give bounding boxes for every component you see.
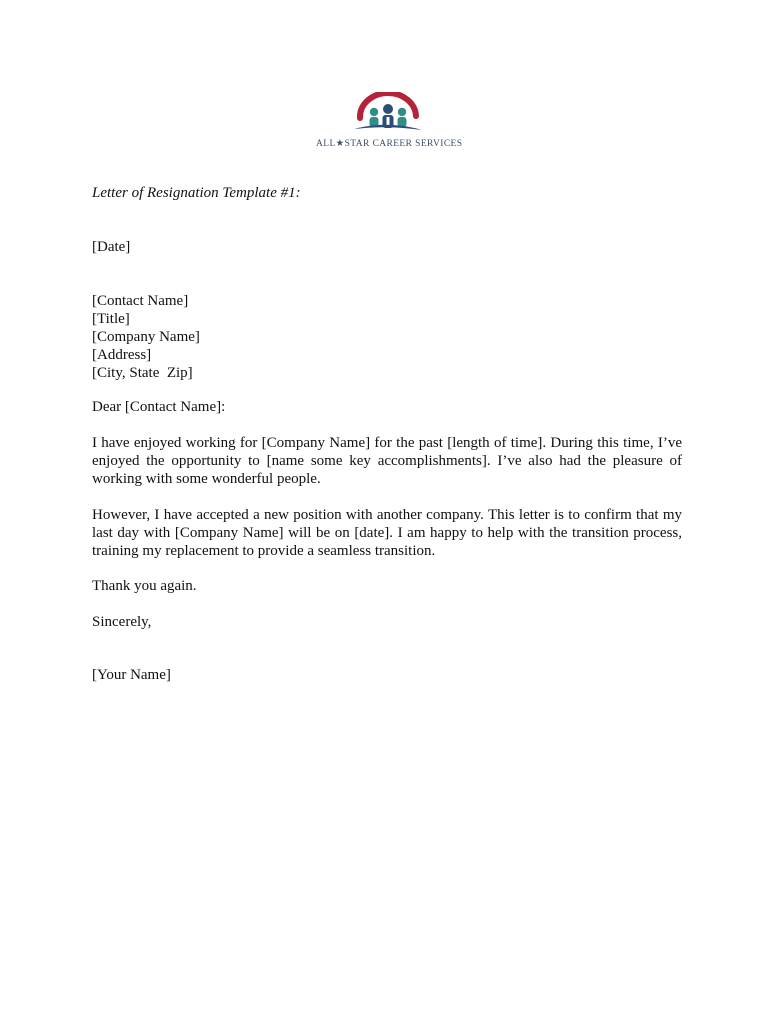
letter-heading: Letter of Resignation Template #1: [92,185,301,201]
recipient-title: [Title] [92,311,130,327]
salutation: Dear [Contact Name]: [92,399,226,415]
body-paragraph-2: However, I have accepted a new position with another company. This letter is to confirm that my last day with [Company Name] will be on [date]. I am happy to help with the transition process, training my replacement to provide a seamless transition. [92,507,682,559]
recipient-address-block [92,292,682,382]
closing: Sincerely, [92,614,152,630]
body-paragraph-1: I have enjoyed working for [Company Name] for the past [length of time]. During this time, I’ve enjoyed the opportunity to [name some key accomplishments]. I’ve also had the pleasure of working with some wonderful people. [92,435,682,487]
signature-name: [Your Name] [92,667,171,683]
recipient-contact-name: [Contact Name] [92,293,189,309]
recipient-city-state-zip: [City, State Zip] [92,365,193,381]
body-paragraph-3: Thank you again. [92,578,197,594]
letter-date: [Date] [92,239,131,255]
company-logo [316,92,463,154]
recipient-address: [Address] [92,347,152,363]
logo-wordmark: ALL★STAR CAREER SERVICES [316,139,463,149]
recipient-company-name: [Company Name] [92,329,200,345]
logo-emblem-icon [316,92,460,138]
